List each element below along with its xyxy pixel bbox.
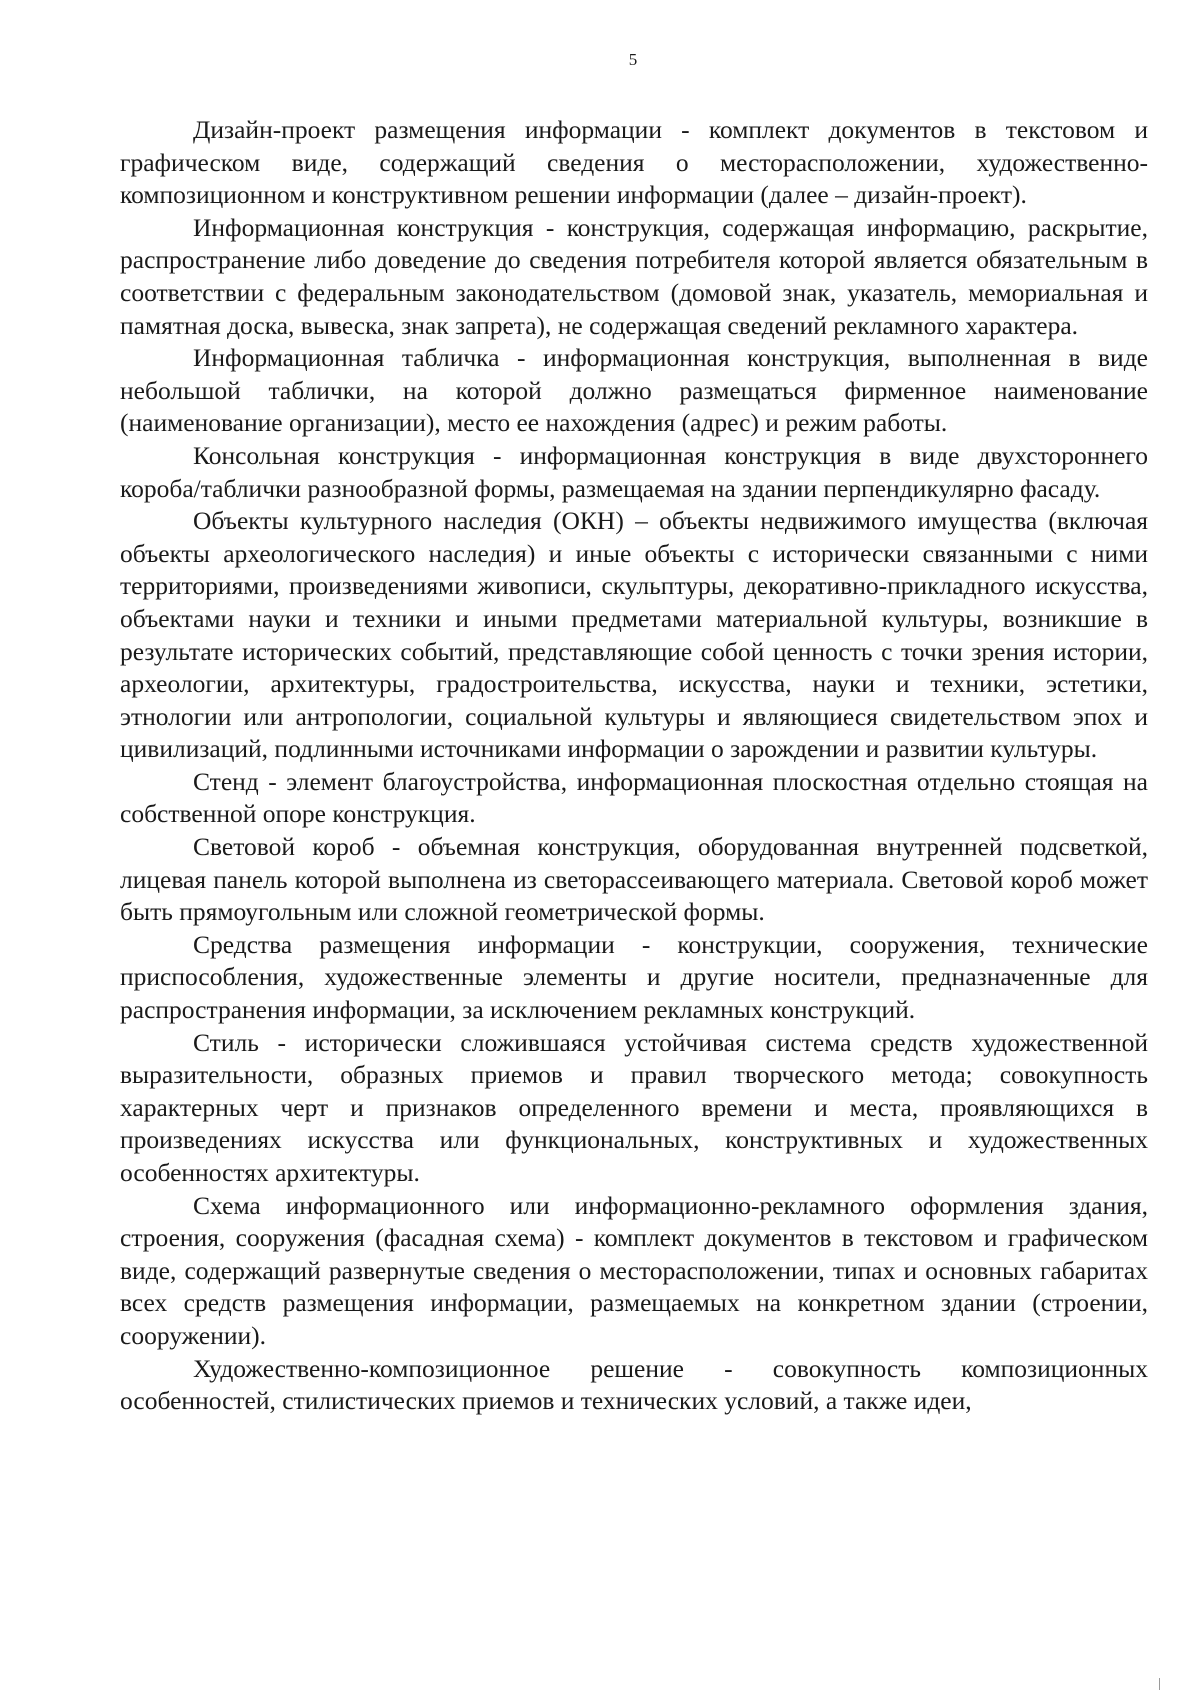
definition-facade-scheme: Схема информационного или информационно-рекламного оформления здания, строения, сооружения (фасадная схема) - комплект документов в текстовом и графическом виде, содержащий развернутые сведения о месторасположении, типах и основных габаритах всех средств размещения информации, размещаемых на конкретном здании (строении, сооружении). — [120, 1190, 1148, 1350]
page-number: 5 — [628, 50, 638, 69]
definition-stand: Стенд - элемент благоустройства, информационная плоскостная отдельно стоящая на собственной опоре конструкция. — [120, 766, 1148, 829]
definition-design-project: Дизайн-проект размещения информации - комплект документов в текстовом и графическом виде, содержащий сведения о месторасположении, художественно-композиционном и конструктивном решении информации (далее – дизайн-проект). — [120, 115, 1148, 210]
definition-information-structure: Информационная конструкция - конструкция, содержащая информацию, раскрытие, распространение либо доведение до сведения потребителя которой является обязательным в соответствии с федеральным законодательством (домовой знак, указатель, мемориальная и памятная доска, вывеска, знак запрета), не содержащая сведений рекламного характера. — [120, 212, 1148, 340]
scan-mark — [1159, 1678, 1160, 1690]
definition-artistic-composition: Художественно-композиционное решение - совокупность композиционных особенностей, стилистических приемов и технических условий, а также идеи, — [120, 1353, 1148, 1416]
definition-console-structure: Консольная конструкция - информационная конструкция в виде двухстороннего короба/таблички разнообразной формы, размещаемая на здании перпендикулярно фасаду. — [120, 440, 1148, 503]
definition-information-means: Средства размещения информации - конструкции, сооружения, технические приспособления, художественные элементы и другие носители, предназначенные для распространения информации, за исключением рекламных конструкций. — [120, 929, 1148, 1025]
definition-information-plate: Информационная табличка - информационная конструкция, выполненная в виде небольшой таблички, на которой должно размещаться фирменное наименование (наименование организации), место ее нахождения (адрес) и режим работы. — [120, 343, 1148, 438]
definition-light-box: Световой короб - объемная конструкция, оборудованная внутренней подсветкой, лицевая панель которой выполнена из светорассеивающего материала. Световой короб может быть прямоугольным или сложной геометрической формы. — [120, 832, 1148, 927]
definition-style: Стиль - исторически сложившаяся устойчивая система средств художественной выразительности, образных приемов и правил творческого метода; совокупность характерных черт и признаков определенного времени и места, проявляющихся в произведениях искусства или функциональных, конструктивных и художественных особенностях архитектуры. — [120, 1027, 1148, 1187]
definition-cultural-heritage: Объекты культурного наследия (ОКН) – объекты недвижимого имущества (включая объекты археологического наследия) и иные объекты с исторически связанными с ними территориями, произведениями живописи, скульптуры, декоративно-прикладного искусства, объектами науки и техники и иными предметами материальной культуры, возникшие в результате исторических событий, представляющие собой ценность с точки зрения истории, археологии, архитектуры, градостроительства, искусства, науки и техники, эстетики, этнологии или антропологии, социальной культуры и являющиеся свидетельством эпох и цивилизаций, подлинными источниками информации о зарождении и развитии культуры. — [120, 506, 1148, 764]
document-body — [120, 114, 1148, 1418]
